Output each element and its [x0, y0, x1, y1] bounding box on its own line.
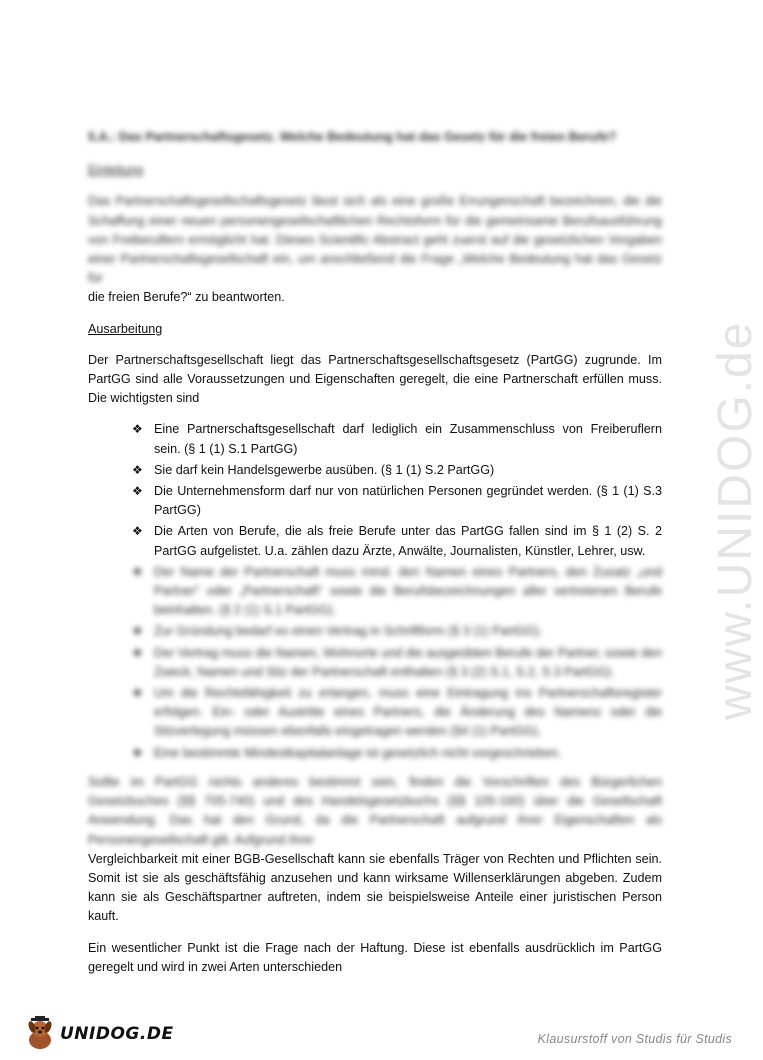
footer-slogan: Klausurstoff von Studis für Studis [537, 1032, 732, 1046]
diamond-bullet-icon: ❖ [132, 645, 143, 660]
diamond-bullet-icon: ❖ [132, 484, 143, 499]
paragraph-blurred-text: Sollte im PartGG nichts anderes bestimmt sein, finden die Vorschriften des Bürgerlichen Gesetzbuches (§§ 705-740) und des Handelsgesetzbuchs (§§ 105-160) über die Gesellschaft Anwendung. Das hat den Grund, da die Partnerschaft aufgrund ihrer Eigenschaften als Personengesellschaft gilt. Aufgrund ihrer [88, 774, 662, 847]
section-paragraph: Der Partnerschaftsgesellschaft liegt das Partnerschaftsgesellschaftsgesetz (PartGG) zugrunde. Im PartGG sind alle Voraussetzungen und Eigenschaften geregelt, die eine Partnerschaft erfüllen muss. Die wichtigsten sind [88, 352, 662, 406]
diamond-bullet-icon: ❖ [132, 422, 143, 437]
list-item: ❖ Eine Partnerschaftsgesellschaft darf lediglich ein Zusammenschluss von Freiberuflern sein. (§ 1 (1) S.1 PartGG) [132, 422, 662, 456]
unidog-logo [22, 1016, 174, 1052]
list-item: ❖ Zur Gründung bedarf es einen Vertrag in Schriftform (§ 3 (1) PartGG). [132, 622, 662, 641]
diamond-bullet-icon: ❖ [132, 686, 143, 701]
watermark: www.UNIDOG.de [709, 320, 762, 720]
paragraph-visible-text: Vergleichbarkeit mit einer BGB-Gesellschaft kann sie ebenfalls Träger von Rechten und Pflichten sein. Somit ist sie als geschäftsfähig anzusehen und kann wirksame Willenserklärungen abgeben. Zudem kann sie als Geschäftspartner auftreten, indem sie beispielsweise Anteile einer juristischen Person kauft. [88, 851, 662, 924]
list-item: ❖ Um die Rechtsfähigkeit zu erlangen, muss eine Eintragung ins Partnerschaftsregister erfolgen. Ein- oder Austritte eines Partners, die Änderung des Namens oder die Sitzverlegung müssen ebenfalls eingetragen werden (§4 (1) PartGG). [132, 686, 662, 739]
requirements-list [132, 420, 662, 762]
list-item: ❖ Die Arten von Berufe, die als freie Berufe unter das PartGG fallen sind im § 1 (2) S. 2 PartGG aufgelistet. U.a. zählen dazu Ärzte, Anwälte, Journalisten, Künstler, Lehrer, usw. [132, 524, 662, 558]
diamond-bullet-icon: ❖ [132, 524, 143, 539]
list-item: ❖ Eine bestimmte Mindestkapitalanlage ist gesetzlich nicht vorgeschrieben. [132, 744, 662, 763]
diamond-bullet-icon: ❖ [132, 745, 143, 760]
diamond-bullet-icon: ❖ [132, 564, 143, 579]
list-item: ❖ Der Name der Partnerschaft muss mind. den Namen eines Partners, den Zusatz „und Partner“ oder „Partnerschaft“ sowie die Berufsbezeichnungen aller vertretenen Berufe beinhalten. (§ 2 (1) S.1 PartGG). [132, 564, 662, 618]
intro-blurred-text: Das Partnerschaftsgesellschaftsgesetz lässt sich als eine große Errungenschaft bezeichnen, die die Schaffung einer neuen personengesellschaftlichen Rechtsform für die gemeinsame Berufsausführung von Freiberuflern ermöglicht hat. Dieses Scientific Abstract geht zuerst auf die gesetzlichen Vorgaben einer Partnerschaftsgesellschaft ein, um anschließend die Frage „Welche Bedeutung hat das Gesetz für [88, 194, 662, 286]
dog-icon [22, 1016, 58, 1052]
list-item: ❖ Der Vertrag muss die Namen, Wohnorte und die ausgeübten Berufe der Partner, sowie den Zweck, Namen und Sitz der Partnerschaft enthalten (§ 3 (2) S.1, S.2, S.3 PartGG). [132, 645, 663, 679]
list-item: ❖ Die Unternehmensform darf nur von natürlichen Personen gegründet werden. (§ 1 (1) S.3 PartGG) [132, 484, 662, 518]
paragraph-legal-basis [88, 773, 662, 927]
diamond-bullet-icon: ❖ [132, 624, 143, 639]
intro-heading: Einleitung [88, 163, 144, 178]
list-item: ❖ Sie darf kein Handelsgewerbe ausüben. (§ 1 (1) S.2 PartGG) [132, 461, 662, 480]
paragraph-liability: Ein wesentlicher Punkt ist die Frage nach der Haftung. Diese ist ebenfalls ausdrücklich im PartGG geregelt und wird in zwei Arten unterschieden [88, 940, 662, 974]
section-heading: Ausarbeitung [88, 321, 163, 336]
document-body [88, 128, 662, 989]
intro-paragraph [88, 192, 662, 307]
logo-text: UNIDOG.DE [60, 1024, 174, 1044]
diamond-bullet-icon: ❖ [132, 462, 143, 477]
intro-visible-text: die freien Berufe?“ zu beantworten. [88, 290, 285, 305]
document-title: 5.A.: Das Partnerschaftsgesetz. Welche Bedeutung hat das Gesetz für die freien Berufe? [88, 130, 617, 144]
